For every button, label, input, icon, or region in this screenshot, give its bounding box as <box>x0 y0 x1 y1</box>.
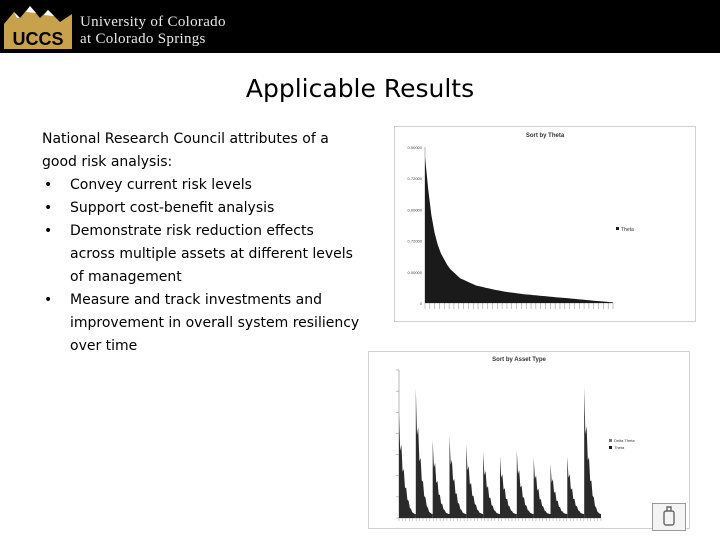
chart1-y-tick-label: 0.00000 <box>407 269 422 275</box>
speaker-icon[interactable] <box>652 503 686 531</box>
chart2-area-segment <box>500 456 517 518</box>
chart1-y-tick-label: 0.72000 <box>407 176 422 182</box>
chart2-legend-swatch-2 <box>609 446 612 449</box>
chart2-area-segment <box>517 450 534 518</box>
logo-text: UCCS <box>12 29 64 49</box>
bullet-item: • Convey current risk levels <box>44 177 252 193</box>
chart2-title: Sort by Asset Type <box>492 357 546 363</box>
chart1-y-tick-label: 0.72000 <box>407 238 422 244</box>
slide-body <box>42 128 362 358</box>
header-bar <box>0 0 720 53</box>
bullet-list <box>42 174 362 358</box>
chart1-area-theta <box>425 157 613 303</box>
sort-by-theta-chart <box>394 126 696 322</box>
intro-text: National Research Council attributes of a good risk analysis: <box>42 131 329 170</box>
uccs-logo <box>4 4 72 49</box>
slide-title: Applicable Results <box>245 74 475 103</box>
chart2-area-segment <box>584 387 601 518</box>
chart1-y-tick-label: 0.00000 <box>407 145 422 150</box>
chart2-legend-label-2: Theta <box>614 445 625 450</box>
chart2-area-segment <box>483 452 500 518</box>
chart1-title: Sort by Theta <box>525 133 565 139</box>
chart1-legend-swatch <box>616 227 619 230</box>
university-line-1: University of Colorado <box>80 14 226 30</box>
chart2-area-segment <box>567 456 584 518</box>
chart2-area-segment <box>450 436 467 518</box>
bullet-item: • Demonstrate risk reduction effects across multiple assets at different levels of management <box>44 223 353 285</box>
sort-by-asset-type-svg <box>369 352 689 528</box>
chart2-area-segment <box>466 444 483 518</box>
sort-by-asset-type-chart <box>368 351 690 529</box>
chart2-area-segment <box>433 440 450 518</box>
chart2-legend-swatch-1 <box>609 439 612 442</box>
chart1-legend-label: Theta <box>621 227 634 233</box>
university-line-2: at Colorado Springs <box>80 31 206 47</box>
sort-by-theta-svg <box>395 127 695 321</box>
chart2-area-segment <box>534 458 551 518</box>
chart2-area-segment <box>551 464 568 518</box>
bullet-item: • Support cost-benefit analysis <box>44 200 275 216</box>
university-name <box>80 14 226 48</box>
chart2-area-segment <box>399 413 416 518</box>
chart2-legend-label-1: Delta Theta <box>614 438 635 443</box>
chart1-y-tick-label: 0.00000 <box>407 207 422 213</box>
chart1-y-tick-label: 0 <box>419 301 422 306</box>
chart2-area-segment <box>416 388 433 518</box>
bullet-item: • Measure and track investments and improvement in overall system resiliency over time <box>44 292 360 354</box>
